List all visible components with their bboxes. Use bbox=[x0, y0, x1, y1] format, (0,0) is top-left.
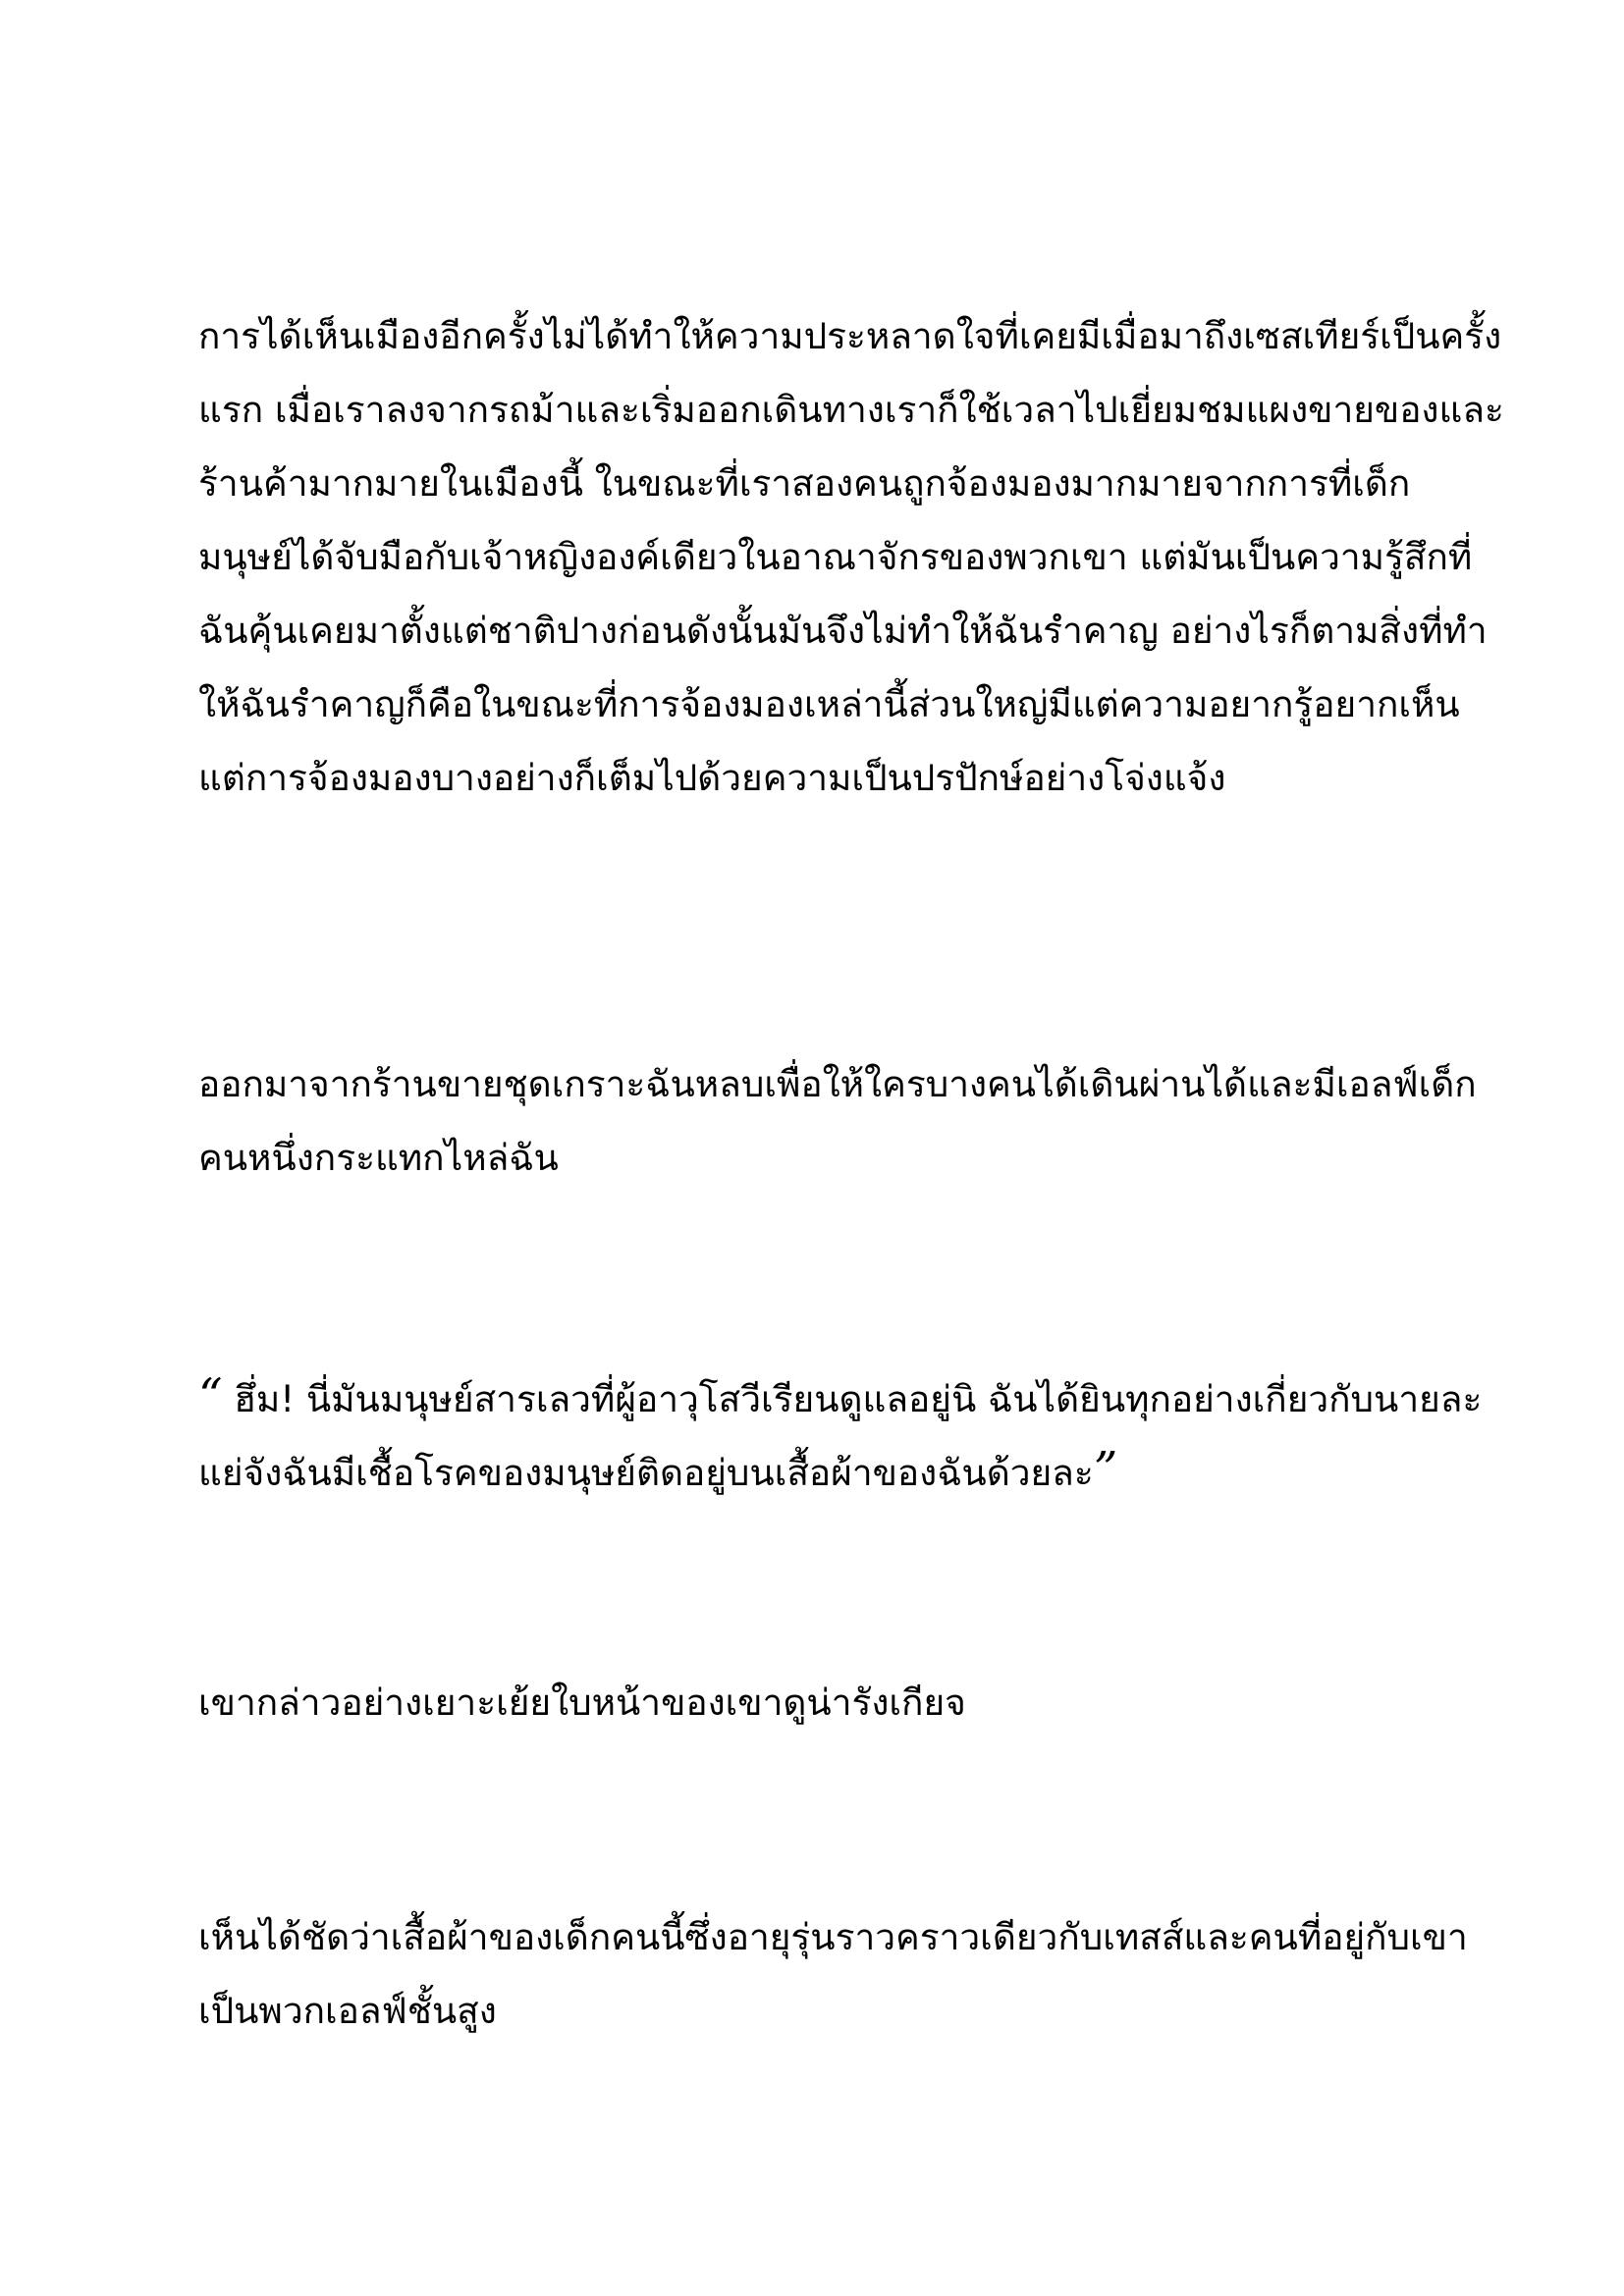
open-quote-mark: “ bbox=[198, 1368, 223, 1423]
text-line: ให้ฉันรำคาญก็คือในขณะที่การจ้องมองเหล่านี้ส่วนใหญ่มีแต่ความอยากรู้อยากเห็น bbox=[198, 683, 1460, 725]
quote-text: แย่จังฉันมีเชื้อโรคของมนุษย์ติดอยู่บนเสื้อผ้าของฉันด้วยละ bbox=[198, 1452, 1094, 1494]
paragraph-armor-shop bbox=[198, 1047, 1477, 1195]
text-line: แต่การจ้องมองบางอย่างก็เต็มไปด้วยความเป็นปรปักษ์อย่างโจ่งแจ้ง bbox=[198, 757, 1226, 799]
text-line: การได้เห็นเมืองอีกครั้งไม่ได้ทำให้ความประหลาดใจที่เคยมีเมื่อมาถึงเซสเทียร์เป็นครั้ง bbox=[198, 315, 1502, 357]
paragraph-high-elves bbox=[198, 1900, 1468, 2048]
text-line: เป็นพวกเอลฟ์ชั้นสูง bbox=[198, 1990, 497, 2032]
paragraph-city-visit bbox=[198, 299, 1504, 815]
text-line: ฉันคุ้นเคยมาตั้งแต่ชาติปางก่อนดังนั้นมันจึงไม่ทำให้ฉันรำคาญ อย่างไรก็ตามสิ่งที่ทำ bbox=[198, 610, 1488, 652]
quote-text: ฮึ่ม! นี่มันมนุษย์สารเลวที่ผู้อาวุโสวีเรียนดูแลอยู่นิ ฉันได้ยินทุกอย่างเกี่ยวกับนายละ bbox=[222, 1378, 1483, 1420]
text-line bbox=[198, 1360, 1483, 1433]
text-line: แรก เมื่อเราลงจากรถม้าและเริ่มออกเดินทางเราก็ใช้เวลาไปเยี่ยมชมแผงขายของและ bbox=[198, 389, 1504, 431]
text-line: ออกมาจากร้านขายชุดเกราะฉันหลบเพื่อให้ใครบางคนได้เดินผ่านได้และมีเอลฟ์เด็ก bbox=[198, 1063, 1477, 1105]
paragraph-sneer bbox=[198, 1666, 1445, 1739]
close-quote-mark: ” bbox=[1093, 1442, 1118, 1497]
text-line: มนุษย์ได้จับมือกับเจ้าหญิงองค์เดียวในอาณาจักรของพวกเขา แต่มันเป็นความรู้สึกที่ bbox=[198, 536, 1473, 578]
text-line: เขากล่าวอย่างเยาะเย้ยใบหน้าของเขาดูน่ารังเกียจ bbox=[198, 1682, 966, 1724]
paragraph-dialogue-quote bbox=[198, 1360, 1483, 1507]
text-line bbox=[198, 1433, 1445, 1507]
text-line: คนหนึ่งกระแทกไหล่ฉัน bbox=[198, 1137, 559, 1179]
text-line: เห็นได้ชัดว่าเสื้อผ้าของเด็กคนนี้ซึ่งอายุรุ่นราวคราวเดียวกับเทสส์และคนที่อยู่กับเขา bbox=[198, 1916, 1468, 1958]
text-line: ร้านค้ามากมายในเมืองนี้ ในขณะที่เราสองคนถูกจ้องมองมากมายจากการที่เด็ก bbox=[198, 462, 1411, 505]
